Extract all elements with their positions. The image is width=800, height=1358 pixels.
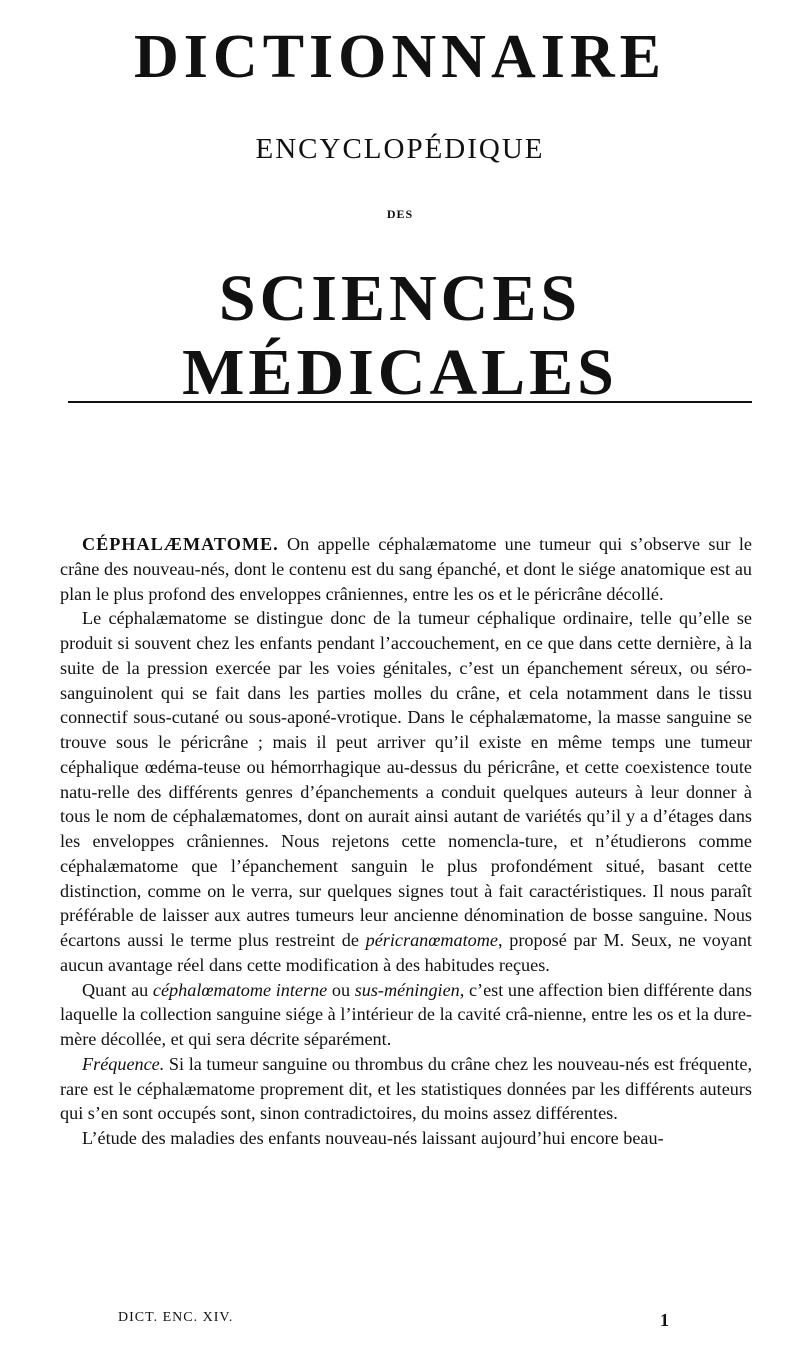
internal-text-a: Quant au — [82, 979, 153, 1000]
frequence-text: Si la tumeur sanguine ou thrombus du crâne chez les nouveau-nés est fréquente, rare est le céphalæmatome proprement dit, et les statistiques données par les différents auteurs qui s’en sont occupés sont, sinon contradictoires, du moins assez différentes. — [60, 1053, 752, 1124]
paragraph-etude — [60, 1126, 752, 1151]
term-pericranoematome: péricranœmatome — [365, 930, 498, 950]
page-number: 1 — [660, 1310, 669, 1330]
dictionary-subtitle: ENCYCLOPÉDIQUE — [255, 133, 545, 165]
article-headword: CÉPHALÆMATOME. — [82, 534, 279, 554]
paragraph-frequence — [60, 1052, 752, 1126]
dictionary-connector: DES — [386, 207, 414, 221]
term-sus-meningien: sus-méningien — [354, 979, 460, 1000]
paragraph-internal — [60, 978, 752, 1052]
internal-text-mid: ou — [327, 979, 355, 1000]
etude-text: L’étude des maladies des enfants nouveau-nés laissant aujourd’hui encore beau- — [82, 1128, 664, 1148]
article-body — [60, 532, 752, 1151]
distinction-text-b: , proposé par M. Seux, ne voyant aucun avantage réel dans cette modification à des habitudes reçues. — [60, 930, 752, 975]
paragraph-distinction — [60, 606, 752, 977]
section-label-frequence: Fréquence. — [82, 1053, 165, 1074]
paragraph-intro — [60, 532, 752, 606]
dictionary-main-title: SCIENCES MÉDICALES — [182, 262, 618, 409]
term-internal: céphalœmatome interne — [152, 979, 328, 1000]
dictionary-title: DICTIONNAIRE — [134, 23, 666, 91]
title-rule — [68, 401, 752, 403]
signature-mark: DICT. ENC. XIV. — [118, 1310, 234, 1325]
internal-text-b: , c’est une affection bien différente dans laquelle la collection sanguine siége à l’intérieur de la cavité crâ-nienne, entre les os et la dure-mère décollée, et qui sera décrite séparément. — [60, 979, 752, 1049]
distinction-text-a: Le céphalæmatome se distingue donc de la tumeur céphalique ordinaire, telle qu’elle se produit si souvent chez les enfants pendant l’accouchement, en ce que dans cette dernière, à la suite de la pression exercée par les voies génitales, c’est un épanchement séreux, ou séro-sanguinolent qui se fait dans les parties molles du crâne, et cela notamment dans le tissu connectif sous-cutané ou sous-aponé-vrotique. Dans le céphalæmatome, la masse sanguine se trouve sous le péricrâne ; mais il peut arriver qu’il existe en même temps une tumeur céphalique œdéma-teuse ou hémorrhagique au-dessus du péricrâne, et cette coexistence toute natu-relle des différents genres d’épanchements a conduit quelques auteurs à leur donner à tous le nom de céphalæmatomes, dont on aurait ainsi autant de variétés qu’il y a d’étages dans les enveloppes crâniennes. Nous rejetons cette nomencla-ture, et n’étudierons comme céphalæmatome que l’épanchement sanguin le plus profondément situé, basant cette distinction, comme on le verra, sur quelques signes tout à fait caractéristiques. Il nous paraît préférable de laisser aux autres tumeurs leur ancienne dénomination de bosse sanguine. Nous écartons aussi le terme plus restreint de — [60, 608, 752, 950]
intro-text: On appelle céphalæmatome une tumeur qui s’observe sur le crâne des nouveau-nés, dont le contenu est du sang épanché, et dont le siége anatomique est au plan le plus profond des enveloppes crâniennes, entre les os et le péricrâne décollé. — [60, 534, 752, 604]
page-footer — [0, 1310, 800, 1334]
